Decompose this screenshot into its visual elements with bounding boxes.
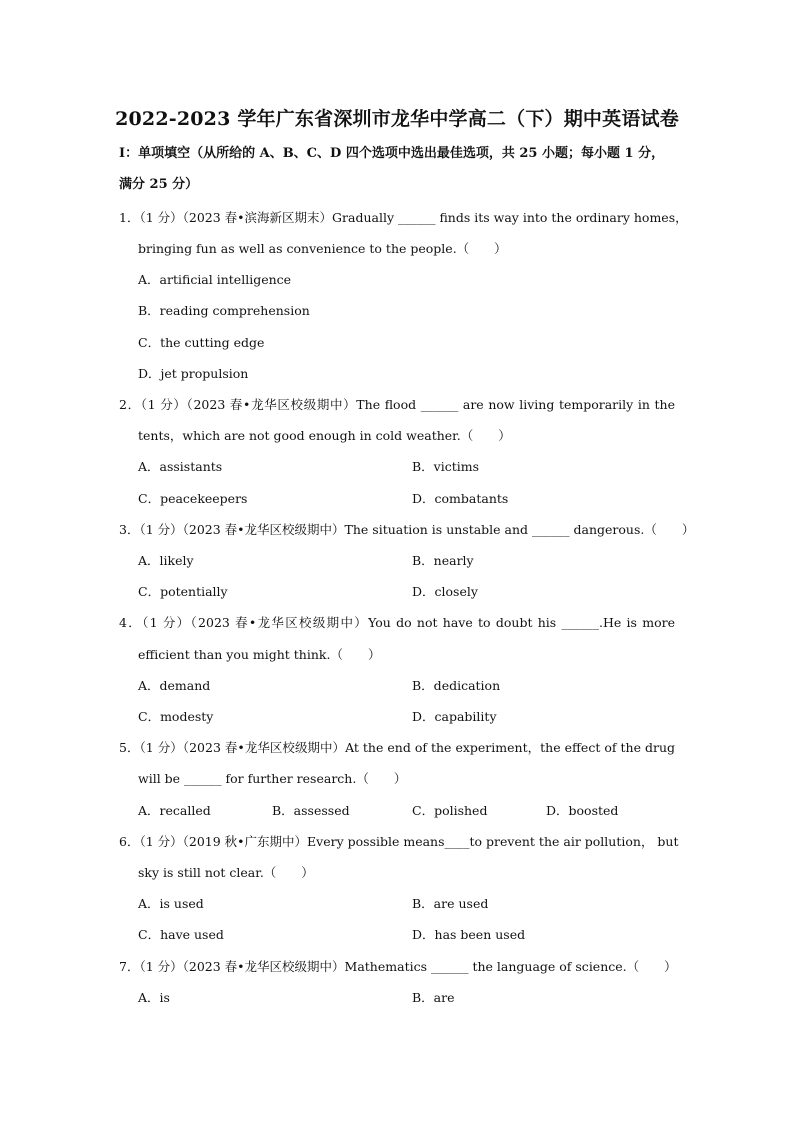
question-1-option-c: C．the cutting edge	[138, 335, 265, 350]
question-6-stem: 6．（1 分）（2019 秋•广东期中）Every possible means____to prevent the air pollution， but	[119, 834, 679, 849]
question-4-option-c: C．modesty	[138, 709, 214, 724]
section-heading-line1: I：单项填空（从所给的 A、B、C、D 四个选项中选出最佳选项，共 25 小题；每小题 1 分，	[119, 146, 665, 161]
question-4-option-a: A．demand	[138, 678, 211, 693]
question-2-option-b: B．victims	[412, 459, 480, 474]
question-1-option-d: D．jet propulsion	[138, 366, 249, 381]
question-7-option-b: B．are	[412, 990, 455, 1005]
question-3-option-a: A．likely	[138, 553, 194, 568]
question-1-option-a: A．artificial intelligence	[138, 272, 292, 287]
question-5-option-b: B．assessed	[272, 803, 350, 818]
question-2-stem: 2．（1 分）（2023 春•龙华区校级期中）The flood ______ are now living temporarily in the	[119, 397, 675, 412]
question-5-option-d: D．boosted	[546, 803, 619, 818]
question-6-option-d: D．has been used	[412, 927, 526, 942]
question-1-option-b: B．reading comprehension	[138, 303, 310, 318]
question-3-stem: 3．（1 分）（2023 春•龙华区校级期中）The situation is unstable and ______ dangerous.（ ）	[119, 522, 695, 537]
question-2-option-d: D．combatants	[412, 491, 509, 506]
question-2-option-c: C．peacekeepers	[138, 491, 248, 506]
question-7-stem: 7．（1 分）（2023 春•龙华区校级期中）Mathematics ______ the language of science.（ ）	[119, 959, 677, 974]
question-1-stem: 1．（1 分）（2023 春•滨海新区期末）Gradually ______ finds its way into the ordinary homes，	[119, 210, 688, 225]
question-5-option-c: C．polished	[412, 803, 488, 818]
question-6-option-a: A．is used	[138, 896, 204, 911]
question-4-option-d: D．capability	[412, 709, 497, 724]
section-heading-line2: 满分 25 分）	[119, 177, 199, 192]
question-1-stem-cont: bringing fun as well as convenience to the people.（ ）	[138, 241, 507, 256]
question-5-stem-cont: will be ______ for further research.（ ）	[138, 771, 407, 786]
question-4-stem: 4．（1 分）（2023 春•龙华区校级期中）You do not have to doubt his ______.He is more	[119, 615, 675, 630]
question-2-stem-cont: tents，which are not good enough in cold weather.（ ）	[138, 428, 511, 443]
question-5-option-a: A．recalled	[138, 803, 211, 818]
question-7-option-a: A．is	[138, 990, 170, 1005]
question-6-option-c: C．have used	[138, 927, 224, 942]
question-4-option-b: B．dedication	[412, 678, 501, 693]
section-heading	[119, 138, 679, 200]
question-3-option-c: C．potentially	[138, 584, 228, 599]
question-2-option-a: A．assistants	[138, 459, 223, 474]
question-5-stem: 5．（1 分）（2023 春•龙华区校级期中）At the end of the experiment，the effect of the drug	[119, 740, 675, 755]
question-4-stem-cont: efficient than you might think.（ ）	[138, 647, 381, 662]
question-6-stem-cont: sky is still not clear.（ ）	[138, 865, 314, 880]
question-6-option-b: B．are used	[412, 896, 489, 911]
question-3-option-b: B．nearly	[412, 553, 474, 568]
exam-title: 2022-2023 学年广东省深圳市龙华中学高二（下）期中英语试卷	[115, 108, 679, 130]
question-3-option-d: D．closely	[412, 584, 478, 599]
